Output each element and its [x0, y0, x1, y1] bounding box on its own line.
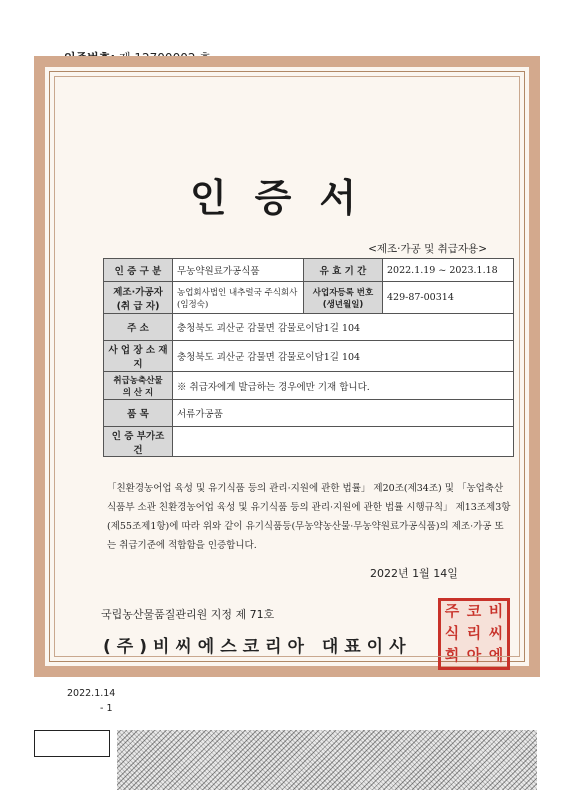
certificate-title: 인증서	[189, 176, 385, 220]
maker-value: 농업회사법인 내추럴국 주식회사 (임정숙)	[173, 282, 304, 314]
seal-char: 아	[466, 646, 482, 664]
seal-char: 비	[488, 602, 504, 620]
site-value: 충청북도 괴산군 감물면 감물로이담1길 104	[173, 341, 514, 372]
certificate-info-table	[103, 258, 514, 457]
site-label: 사 업 장 소 재 지	[104, 341, 173, 372]
seal-char: 회	[444, 646, 460, 664]
seal-char: 코	[466, 602, 482, 620]
blank-box	[34, 730, 110, 757]
condition-value	[173, 427, 514, 457]
seal-char: 리	[466, 624, 482, 642]
bizno-label: 사업자등록 번호(생년월일)	[304, 282, 383, 314]
redacted-area	[117, 730, 537, 790]
item-value: 서류가공품	[173, 400, 514, 427]
origin-value: ※ 취급자에게 발급하는 경우에만 기재 합니다.	[173, 372, 514, 400]
validity-value: 2022.1.19 ~ 2023.1.18	[383, 259, 514, 282]
official-seal	[438, 598, 510, 670]
seal-char: 주	[444, 602, 460, 620]
condition-label: 인 증 부가조건	[104, 427, 173, 457]
issuer-name: (주)비씨에스코리아 대표이사	[103, 637, 412, 657]
seal-char: 식	[444, 624, 460, 642]
certificate-frame	[34, 56, 540, 677]
item-label: 품 목	[104, 400, 173, 427]
address-value: 충청북도 괴산군 감물면 감물로이담1길 104	[173, 314, 514, 341]
usage-note: <제조·가공 및 취급자용>	[368, 243, 487, 255]
cert-type-value: 무농약원료가공식품	[173, 259, 304, 282]
seal-char: 에	[488, 646, 504, 664]
validity-label: 유 효 기 간	[304, 259, 383, 282]
address-label: 주 소	[104, 314, 173, 341]
seal-char: 씨	[488, 624, 504, 642]
issue-date: 2022년 1월 14일	[370, 567, 458, 580]
maker-label: 제조·가공자 (취 급 자)	[104, 282, 173, 314]
bizno-value: 429-87-00314	[383, 282, 514, 314]
footer-date: 2022.1.14	[67, 688, 116, 699]
designation-text: 국립농산물품질관리원 지정 제 71호	[101, 608, 275, 621]
page-number: - 1	[100, 703, 113, 714]
certification-statement: 「친환경농어업 육성 및 유기식품 등의 관리·지원에 관한 법률」 제20조(제34조) 및 「농업축산식품부 소관 친환경농어업 육성 및 유기식품 등의 관리·지원에 관한 법률 시행규칙」 제13조제3항(제55조제1항)에 따라 위와 같이 유기식품등(무농약농산물·무농약원료가공식품)의 제조·가공 또는 취급기준에 적합함을 인증합니다.	[107, 483, 511, 551]
origin-label: 취급농축산물 의 산 지	[104, 372, 173, 400]
cert-type-label: 인 증 구 분	[104, 259, 173, 282]
